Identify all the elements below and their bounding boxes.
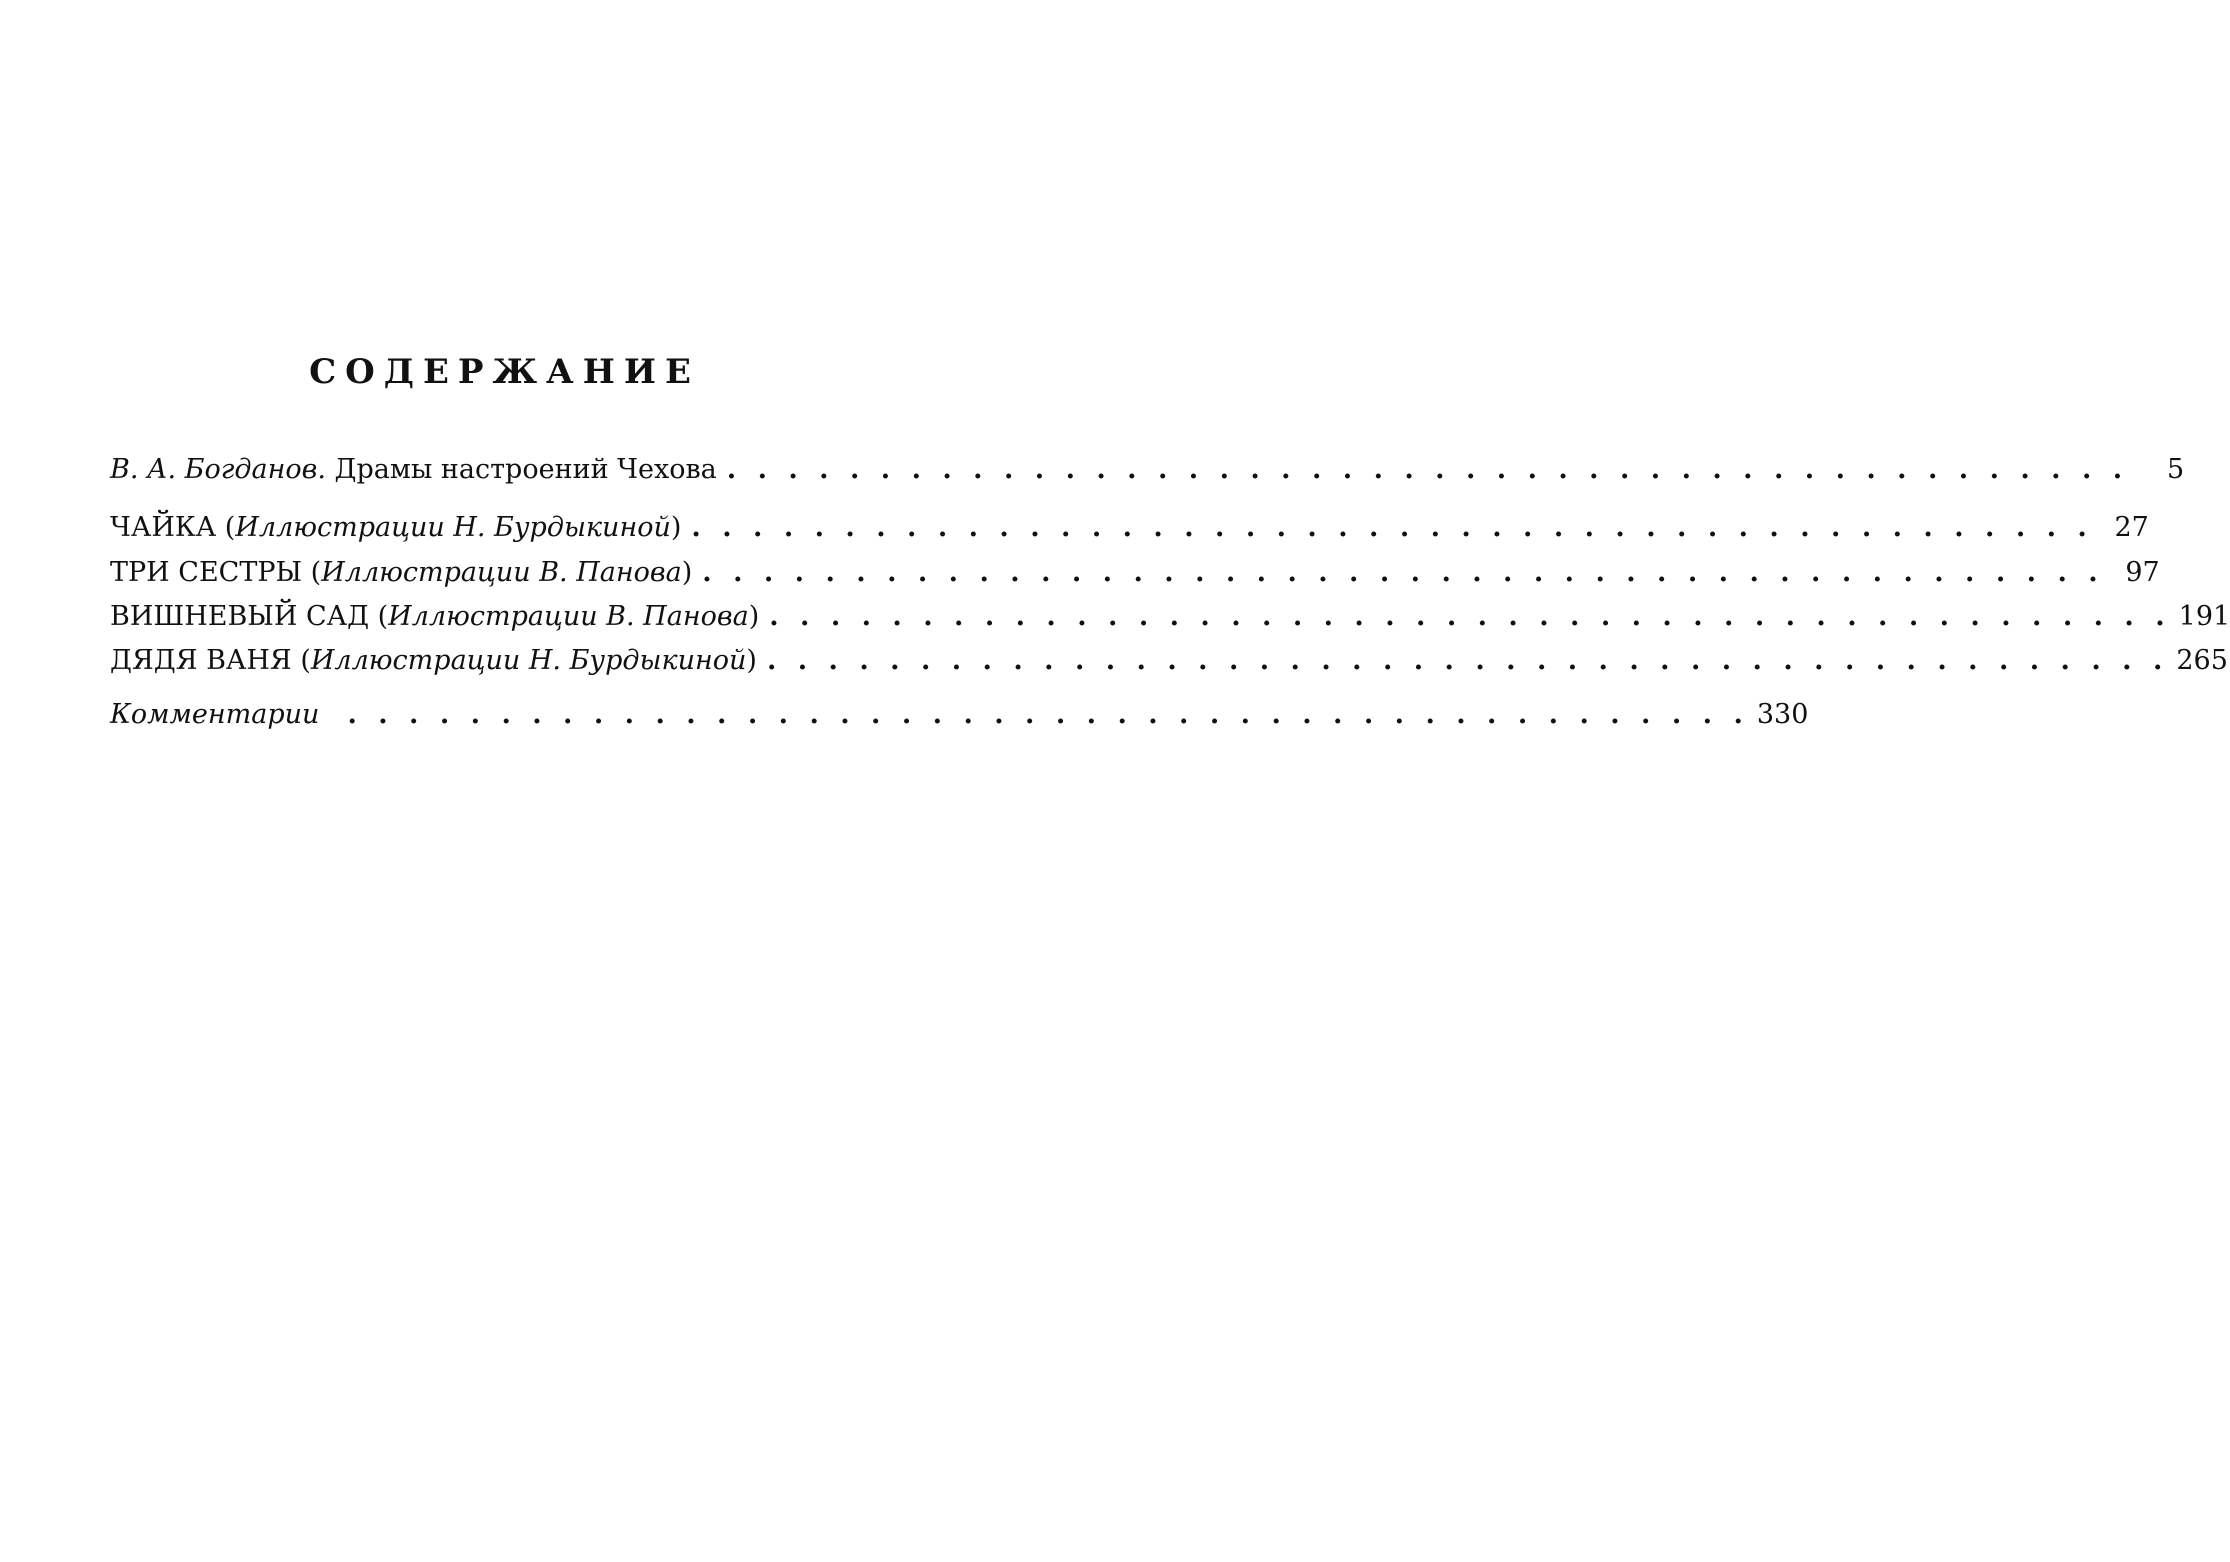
toc-entry-title: Комментарии xyxy=(110,699,320,730)
toc-entry-dyadya-vanya[interactable] xyxy=(110,641,2228,681)
toc-entry-label xyxy=(110,641,757,681)
toc-entry-author: В. А. Богданов. xyxy=(110,454,326,485)
toc-page-number: 27 xyxy=(2114,512,2149,543)
dot-leader: . . . . . . . . . . . . . . . . . . . . . . . . . . . . . . . . . . . . . . . . . . . . . . xyxy=(347,699,1749,730)
toc-entry-illustrator: Иллюстрации Н. Бурдыкиной xyxy=(310,645,747,676)
toc-entry-title: ВИШНЕВЫЙ САД ( xyxy=(110,601,389,632)
toc-entry-label xyxy=(110,597,759,637)
toc-entry-kommentarii[interactable] xyxy=(110,695,1809,735)
toc-entry-paren: ) xyxy=(746,645,757,676)
toc-entry-label xyxy=(110,695,319,735)
toc-entry-title: ЧАЙКА ( xyxy=(110,512,236,543)
toc-entry-chaika[interactable] xyxy=(110,508,2149,548)
dot-leader: . . . . . . . . . . . . . . . . . . . . . . . . . . . . . . . . . . . . . . . . . . . . . . xyxy=(769,601,2171,632)
toc-entry-vishnevyi-sad[interactable] xyxy=(110,597,2230,637)
toc-page-number: 330 xyxy=(1756,699,1809,730)
dot-leader: . . . . . . . . . . . . . . . . . . . . . . . . . . . . . . . . . . . . . . . . . . . . . . xyxy=(702,557,2104,588)
toc-entry-title: ДЯДЯ ВАНЯ ( xyxy=(110,645,311,676)
toc-entry-label xyxy=(110,508,681,548)
page-title: СОДЕРЖАНИЕ xyxy=(309,352,700,392)
toc-entry-paren: ) xyxy=(670,512,682,543)
dot-leader: . . . . . . . . . . . . . . . . . . . . . . . . . . . . . . . . . . . . . . . . . . . . . . xyxy=(726,454,2129,485)
toc-page-number: 191 xyxy=(2178,601,2230,632)
toc-entry-title: ТРИ СЕСТРЫ ( xyxy=(110,557,322,588)
dot-leader: . . . . . . . . . . . . . . . . . . . . . . . . . . . . . . . . . . . . . . . . . . . . . . xyxy=(691,512,2093,543)
toc-entry-paren: ) xyxy=(748,601,760,632)
toc-page-number: 265 xyxy=(2176,645,2228,676)
toc-entry-introduction[interactable] xyxy=(110,450,2185,490)
toc-entry-title: Драмы настроений Чехова xyxy=(325,454,717,485)
toc-entry-label xyxy=(110,450,717,490)
toc-entry-paren: ) xyxy=(681,557,693,588)
toc-entry-tri-sestry[interactable] xyxy=(110,553,2160,593)
toc-entry-illustrator: Иллюстрации В. Панова xyxy=(321,557,682,588)
toc-entry-illustrator: Иллюстрации В. Панова xyxy=(388,601,749,632)
dot-leader: . . . . . . . . . . . . . . . . . . . . . . . . . . . . . . . . . . . . . . . . . . . . . . xyxy=(766,645,2169,676)
toc-page-number: 5 xyxy=(2167,454,2185,485)
toc-entry-illustrator: Иллюстрации Н. Бурдыкиной xyxy=(235,512,671,543)
toc-entry-label xyxy=(110,553,692,593)
toc-page-number: 97 xyxy=(2125,557,2160,588)
